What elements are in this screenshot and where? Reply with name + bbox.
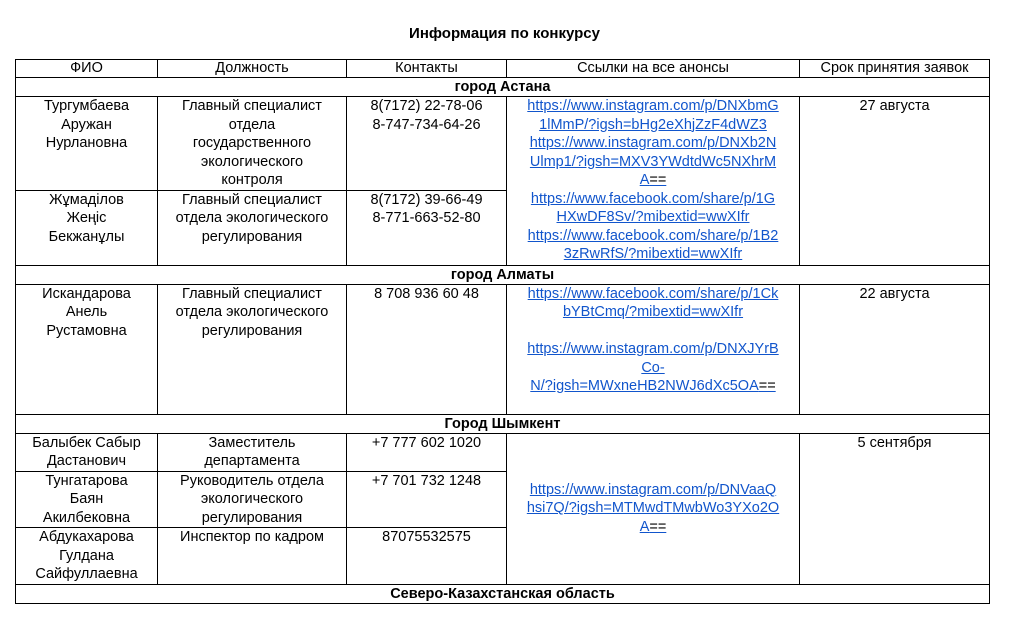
person-name: Жұмаділов Жеңіс Бекжанұлы bbox=[16, 190, 158, 265]
person-position: Главный специалист отдела государственного экологического контроля bbox=[158, 97, 347, 191]
city-row-astana bbox=[16, 78, 990, 97]
deadline: 5 сентября bbox=[800, 433, 990, 584]
person-position: Инспектор по кадром bbox=[158, 528, 347, 585]
person-name: Искандарова Анель Рустамовна bbox=[16, 284, 158, 414]
announcement-links bbox=[507, 433, 800, 584]
person-contacts: 8(7172) 39-66-49 8-771-663-52-80 bbox=[347, 190, 507, 265]
city-row-almaty bbox=[16, 265, 990, 284]
header-contacts: Контакты bbox=[347, 60, 507, 78]
person-name: Абдукахарова Гулдана Сайфуллаевна bbox=[16, 528, 158, 585]
header-deadline: Срок принятия заявок bbox=[800, 60, 990, 78]
announcement-link[interactable]: https://www.instagram.com/p/DNXJYrB Co- N/?igsh=MWxneHB2NWJ6dXc5OA== bbox=[527, 341, 779, 394]
table-row bbox=[16, 433, 990, 471]
person-contacts: +7 701 732 1248 bbox=[347, 471, 507, 528]
header-links: Ссылки на все анонсы bbox=[507, 60, 800, 78]
page-title: Информация по конкурсу bbox=[409, 25, 600, 42]
person-name: Балыбек Сабыр Дастанович bbox=[16, 433, 158, 471]
table-row bbox=[16, 97, 990, 191]
person-contacts: 8 708 936 60 48 bbox=[347, 284, 507, 414]
header-position: Должность bbox=[158, 60, 347, 78]
person-position: Руководитель отдела экологического регулирования bbox=[158, 471, 347, 528]
person-contacts: 87075532575 bbox=[347, 528, 507, 585]
city-name: город Астана bbox=[16, 78, 990, 97]
announcement-link[interactable]: https://www.instagram.com/p/DNXb2N Ulmp1/?igsh=MXV3YWdtdWc5NXhrM A== bbox=[529, 135, 777, 188]
person-contacts: +7 777 602 1020 bbox=[347, 433, 507, 471]
city-name: город Алматы bbox=[16, 265, 990, 284]
person-position: Заместитель департамента bbox=[158, 433, 347, 471]
person-position: Главный специалист отдела экологического регулирования bbox=[158, 284, 347, 414]
person-position: Главный специалист отдела экологического регулирования bbox=[158, 190, 347, 265]
contest-info-table bbox=[15, 59, 990, 604]
header-row bbox=[16, 60, 990, 78]
person-name: Тургумбаева Аружан Нурлановна bbox=[16, 97, 158, 191]
announcement-links bbox=[507, 97, 800, 266]
deadline: 27 августа bbox=[800, 97, 990, 266]
table-row bbox=[16, 284, 990, 414]
city-row-sko bbox=[16, 584, 990, 603]
announcement-links bbox=[507, 284, 800, 414]
announcement-link[interactable]: https://www.instagram.com/p/DNXbmG 1lMmP/?igsh=bHg2eXhjZzF4dWZ3 bbox=[527, 98, 779, 133]
announcement-link[interactable]: https://www.facebook.com/share/p/1Ck bYBtCmq/?mibextid=wwXIfr bbox=[527, 285, 779, 320]
city-row-shymkent bbox=[16, 414, 990, 433]
person-name: Тунгатарова Баян Акилбековна bbox=[16, 471, 158, 528]
announcement-link[interactable]: https://www.facebook.com/share/p/1G HXwDF8Sv/?mibextid=wwXIfr bbox=[530, 190, 776, 225]
city-name: Северо-Казахстанская область bbox=[16, 584, 990, 603]
city-name: Город Шымкент bbox=[16, 414, 990, 433]
announcement-link[interactable]: https://www.facebook.com/share/p/1B2 3zRwRfS/?mibextid=wwXIfr bbox=[527, 227, 779, 262]
spacer bbox=[509, 322, 797, 341]
announcement-link[interactable]: https://www.instagram.com/p/DNVaaQ hsi7Q/?igsh=MTMwdTMwbWo3YXo2O A== bbox=[526, 481, 780, 535]
person-contacts: 8(7172) 22-78-06 8-747-734-64-26 bbox=[347, 97, 507, 191]
header-fio: ФИО bbox=[16, 60, 158, 78]
deadline: 22 августа bbox=[800, 284, 990, 414]
